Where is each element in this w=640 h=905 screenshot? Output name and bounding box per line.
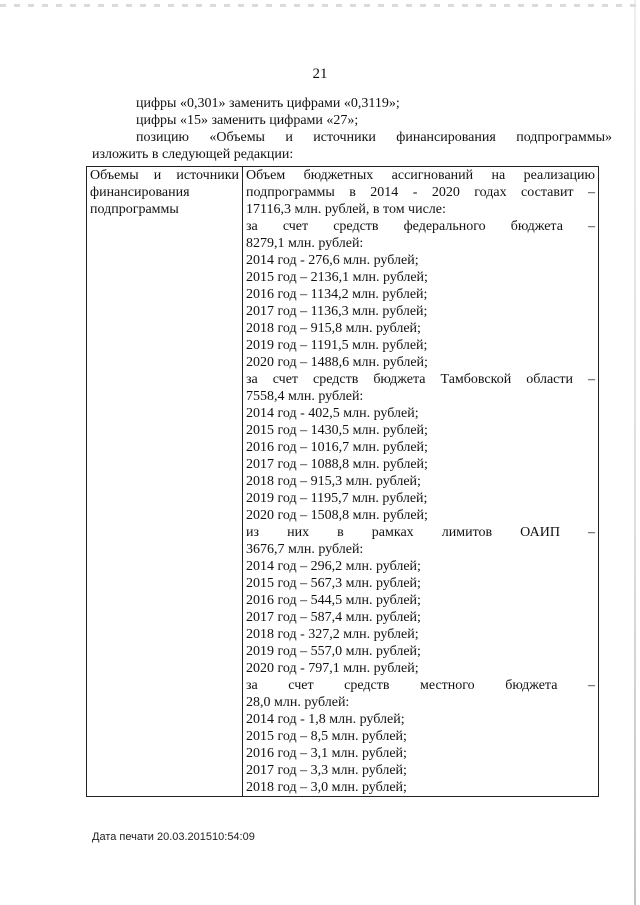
value-line: 2017 год – 1088,8 млн. рублей;: [246, 457, 428, 472]
value-line: 2019 год – 1191,5 млн. рублей;: [246, 338, 428, 353]
intro-line-1: [92, 95, 612, 112]
value-line: за счет средств бюджета Тамбовской области –: [246, 372, 595, 387]
value-line: 3676,7 млн. рублей:: [246, 542, 364, 557]
value-line: 28,0 млн. рублей:: [246, 695, 350, 710]
value-line: Объем бюджетных ассигнований на реализацию: [246, 168, 595, 183]
value-line: 2014 год - 1,8 млн. рублей;: [246, 712, 405, 727]
value-line: 2018 год - 327,2 млн. рублей;: [246, 627, 419, 642]
value-line: 2015 год – 1430,5 млн. рублей;: [246, 423, 428, 438]
value-line: 2015 год – 567,3 млн. рублей;: [246, 576, 421, 591]
value-line: 2018 год – 3,0 млн. рублей;: [246, 780, 407, 795]
value-line: 2019 год – 557,0 млн. рублей;: [246, 644, 421, 659]
value-line: 2020 год – 1488,6 млн. рублей;: [246, 355, 428, 370]
value-line: 2020 год – 1508,8 млн. рублей;: [246, 508, 428, 523]
value-line: 7558,4 млн. рублей:: [246, 389, 364, 404]
label-line: подпрограммы: [90, 202, 179, 217]
value-line: 2016 год – 544,5 млн. рублей;: [246, 593, 421, 608]
value-line: 2017 год – 587,4 млн. рублей;: [246, 610, 421, 625]
intro-text: изложить в следующей редакции:: [92, 147, 294, 162]
value-line: из них в рамках лимитов ОАИП –: [246, 525, 595, 540]
value-line: 2020 год - 797,1 млн. рублей;: [246, 661, 419, 676]
intro-text: позицию «Объемы и источники финансирования подпрограммы»: [136, 130, 612, 145]
label-line: Объемы и источники: [90, 168, 239, 183]
value-line: 2016 год – 1134,2 млн. рублей;: [246, 287, 428, 302]
value-line: 2015 год – 2136,1 млн. рублей;: [246, 270, 428, 285]
financing-table: [86, 166, 599, 797]
intro-text: цифры «0,301» заменить цифрами «0,3119»;: [136, 96, 400, 111]
value-line: 2019 год – 1195,7 млн. рублей;: [246, 491, 428, 506]
value-line: 2016 год – 3,1 млн. рублей;: [246, 746, 407, 761]
print-date-footer: Дата печати 20.03.201510:54:09: [92, 831, 255, 843]
value-line: 2014 год - 276,6 млн. рублей;: [246, 253, 419, 268]
label-line: финансирования: [90, 185, 190, 200]
value-cell: [243, 167, 599, 797]
value-line: за счет средств местного бюджета –: [246, 678, 595, 693]
value-line: 17116,3 млн. рублей, в том числе:: [246, 202, 446, 217]
label-cell: [87, 167, 243, 797]
intro-line-4: [92, 146, 612, 163]
value-line: 2017 год – 1136,3 млн. рублей;: [246, 304, 428, 319]
value-line: 2017 год – 3,3 млн. рублей;: [246, 763, 407, 778]
intro-line-2: [92, 112, 612, 129]
intro-line-3: [136, 129, 612, 146]
value-line: 2014 год - 402,5 млн. рублей;: [246, 406, 419, 421]
value-line: 2018 год – 915,8 млн. рублей;: [246, 321, 421, 336]
value-line: подпрограммы в 2014 - 2020 годах составит –: [246, 185, 595, 200]
page-number: 21: [312, 66, 328, 82]
value-line: 2014 год – 296,2 млн. рублей;: [246, 559, 421, 574]
value-line: 2018 год – 915,3 млн. рублей;: [246, 474, 421, 489]
table-row: [87, 167, 599, 797]
intro-text: цифры «15» заменить цифрами «27»;: [136, 113, 359, 128]
value-line: за счет средств федерального бюджета –: [246, 219, 595, 234]
scan-artifact: [0, 4, 640, 7]
value-line: 2016 год – 1016,7 млн. рублей;: [246, 440, 428, 455]
value-line: 8279,1 млн. рублей:: [246, 236, 364, 251]
page-edge-shadow: [634, 0, 636, 905]
value-line: 2015 год – 8,5 млн. рублей;: [246, 729, 407, 744]
